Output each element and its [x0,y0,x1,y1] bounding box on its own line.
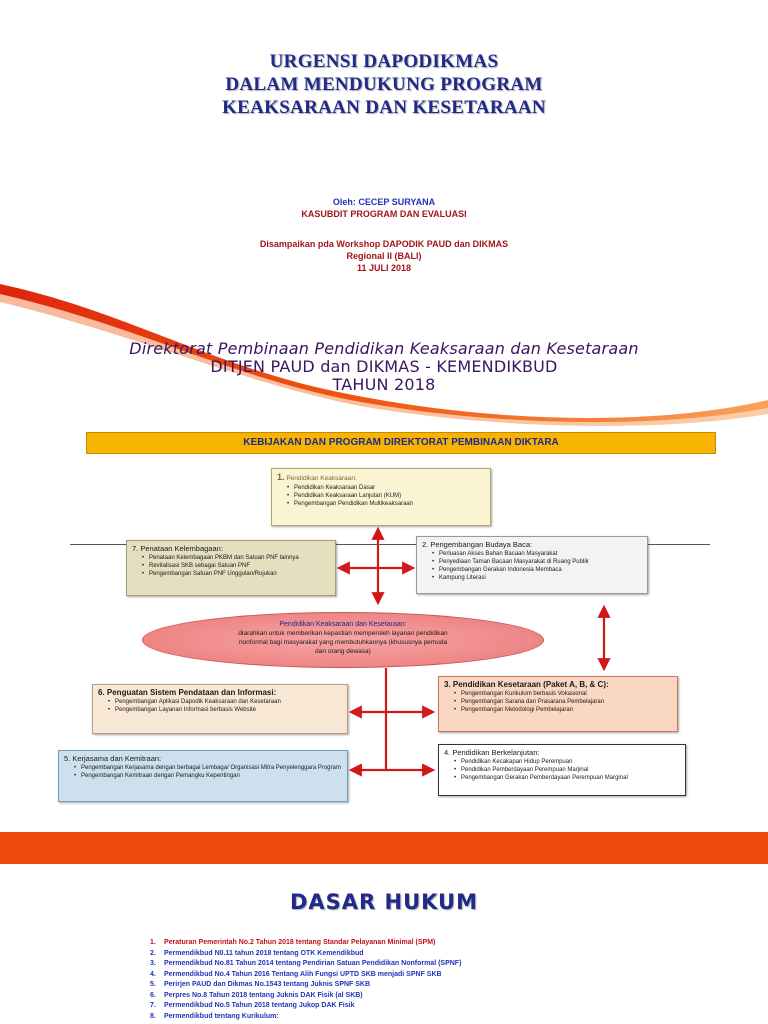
box-pendidikan-berkelanjutan [438,744,686,796]
orange-footer-bar [0,832,768,864]
box-budaya-baca [416,536,648,594]
list-item: • Pengembangan Gerakan Pemberdayaan Perempuan Marginal [454,774,680,782]
directorate-block [0,340,768,394]
title-line-2: DALAM MENDUKUNG PROGRAM [225,74,543,95]
center-line-1: diarahkan untuk memberikan kepastian memperoleh layanan pendidikan [238,630,448,637]
presenter-position: KASUBDIT PROGRAM DAN EVALUASI [301,209,467,219]
list-item: • Perluasan Akses Bahan Bacaan Masyarakat [432,550,642,558]
box2-list [422,550,642,582]
title-line-3: KEAKSARAAN DAN KESETARAAN [222,97,546,118]
list-item: • Pendidikan Kecakapan Hidup Perempuan [454,758,680,766]
box6-title: 6. Penguatan Sistem Pendataan dan Informasi: [98,688,277,697]
list-item: • Pendidikan Keaksaraan Dasar [287,484,485,492]
occasion-line-3: 11 JULI 2018 [356,263,412,273]
occasion-block [0,238,768,274]
policy-diagram-slide [0,432,768,864]
box2-title: 2. Pengembangan Budaya Baca: [422,540,533,549]
legal-item: 1. Peraturan Pemerintah No.2 Tahun 2018 tentang Standar Pelayanan Minimal (SPM) [150,939,436,946]
box3-list [444,690,672,714]
box-pendidikan-kesetaraan [438,676,678,732]
list-item: • Pengembangan Layanan Informasi berbasis Website [108,706,342,714]
list-item: • Revitalisasi SKB sebagai Satuan PNF [142,562,330,570]
title-slide [0,0,768,432]
list-item: • Pengembangan Kurikulum berbasis Vokasional [454,690,672,698]
legal-item: 5. Perirjen PAUD dan Dikmas No.1543 tentang Juknis SPNF SKB [150,981,371,988]
box-penataan-kelembagaan [126,540,336,596]
directorate-line-1: Direktorat Pembinaan Pendidikan Keaksaraan dan Kesetaraan [129,339,639,358]
title-line-1: URGENSI DAPODIKMAS [269,51,499,72]
box-pendidikan-keaksaraan [271,468,491,526]
list-item: • Pengembangan Kemitraan dengan Pemangku Kepentingan [74,772,342,780]
box4-title: 4. Pendidikan Berkelanjutan: [444,748,540,757]
directorate-line-3: TAHUN 2018 [332,375,436,394]
list-item: • Pengembangan Satuan PNF Unggulan/Rujukan [142,570,330,578]
legal-basis-title: DASAR HUKUM [289,890,479,914]
list-item: • Pengembangan Kerjasama dengan berbagai Lembaga/ Organisasi Mitra Penyelenggara Program [74,764,342,772]
legal-item: 7. Permendikbud No.5 Tahun 2018 tentang Jukop DAK Fisik [150,1002,355,1009]
presenter-name: Oleh: CECEP SURYANA [332,197,436,207]
legal-item: 3. Permendikbud No.81 Tahun 2014 tentang Pendirian Satuan Pendidikan Nonformal (SPNF) [150,960,462,967]
legal-item: 2. Permendikbud N0.11 tahun 2018 tentang OTK Kemendikbud [150,949,364,957]
box5-title: 5. Kerjasama dan Kemitraan: [64,754,162,763]
list-item: • Penataan Kelembagaan PKBM dan Satuan PNF lainnya [142,554,330,562]
box-kerjasama-kemitraan [58,750,348,802]
presenter-block [0,196,768,220]
list-item: • Pengembangan Aplikasi Dapodik Keaksaraan dan Kesetaraan [108,698,342,706]
box4-list [444,758,680,782]
list-item: • Pengembangan Metodologi Pembelajaran [454,706,672,714]
diagram-banner: KEBIJAKAN DAN PROGRAM DIREKTORAT PEMBINAAN DIKTARA [86,432,716,454]
box1-list [277,484,485,508]
box1-number: 1. [277,472,285,482]
legal-item: 8. Permendikbud tentang Kurikulum: [150,1012,279,1020]
list-item: • Kampung Literasi [432,574,642,582]
legal-basis-list [150,938,650,1022]
box7-list [132,554,330,578]
list-item: • Pengembangan Gerakan Indonesia Membaca [432,566,642,574]
box7-title: 7. Penataan Kelembagaan: [132,544,223,553]
slide-title [0,50,768,119]
center-title: Pendidikan Keaksaraan dan Kesetaraan: [279,621,407,628]
center-line-2: nonformal bagi masyarakat yang membutuhkannya (khususnya pemuda [238,639,448,646]
box5-list [64,764,342,780]
list-item: • Pengembangan Sarana dan Prasarana Pembelajaran [454,698,672,706]
box6-list [98,698,342,714]
list-item: • Penyediaan Taman Bacaan Masyarakat di Ruang Publik [432,558,642,566]
list-item: • Pendidikan Keaksaraan Lanjutan (KUM) [287,492,485,500]
center-ellipse [142,612,544,668]
list-item: • Pendidikan Pemberdayaan Perempuan Marjinal [454,766,680,774]
occasion-line-1: Disampaikan pda Workshop DAPODIK PAUD dan DIKMAS [259,239,509,249]
center-line-3: dan orang dewasa) [315,648,371,655]
box1-title-row [277,472,485,484]
legal-item: 6. Perpres No.8 Tahun 2018 tentang Juknis DAK Fisik (al SKB) [150,991,363,999]
legal-basis-slide [0,864,768,1024]
directorate-line-2: DITJEN PAUD dan DIKMAS - KEMENDIKBUD [210,357,558,376]
box3-title: 3. Pendidikan Kesetaraan (Paket A, B, & C): [444,680,609,689]
list-item: • Pengembangan Pendidikan Multikeaksaraan [287,500,485,508]
occasion-line-2: Regional II (BALI) [346,251,422,261]
legal-item: 4. Permendikbud No.4 Tahun 2016 Tentang Alih Fungsi UPTD SKB menjadi SPNF SKB [150,970,442,978]
box-sistem-pendataan [92,684,348,734]
box1-title: Pendidikan Keaksaraan: [286,475,357,482]
